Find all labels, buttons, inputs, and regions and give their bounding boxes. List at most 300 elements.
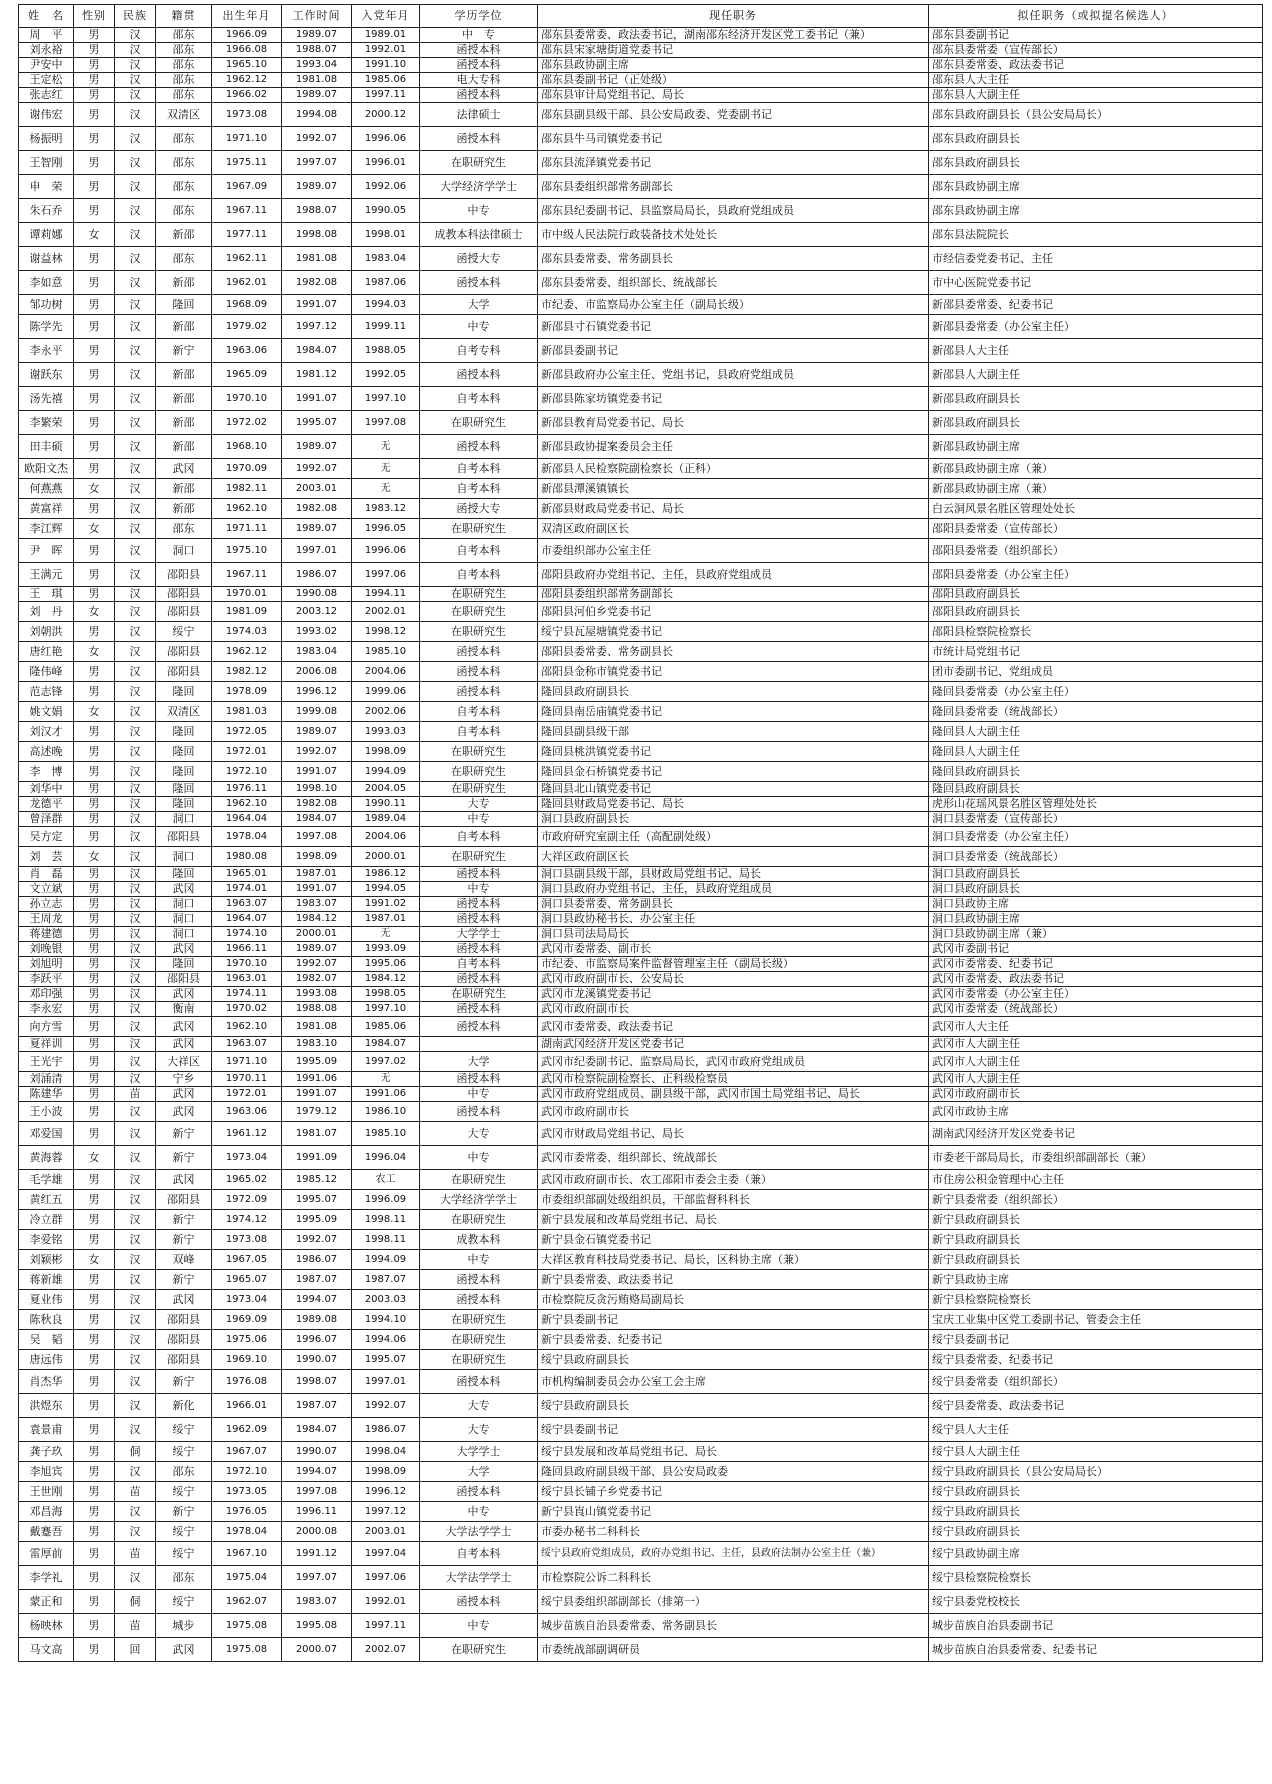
cell-education: 自考本科: [420, 1542, 538, 1566]
cell-gender: 男: [74, 1002, 115, 1017]
cell-proposed-post: 武冈市委常委、纪委书记: [929, 957, 1263, 972]
table-row: [19, 103, 1263, 127]
cell-birth-date: 1975.11: [212, 151, 282, 175]
cell-proposed-post: 隆回县委常委（统战部长）: [929, 702, 1263, 722]
cell-party-join: 1984.12: [352, 972, 420, 987]
cell-work-start: 1989.07: [282, 88, 352, 103]
cell-education: 函授本科: [420, 897, 538, 912]
cell-birth-date: 1967.09: [212, 175, 282, 199]
cell-party-join: 1997.02: [352, 1052, 420, 1072]
cell-name: 王小波: [19, 1102, 74, 1122]
cell-current-post: 新邵县委副书记: [538, 339, 929, 363]
cell-work-start: 1998.07: [282, 1370, 352, 1394]
cell-education: 函授大专: [420, 247, 538, 271]
cell-work-start: 1988.08: [282, 1002, 352, 1017]
cell-proposed-post: 邵东县法院院长: [929, 223, 1263, 247]
cell-ethnicity: 汉: [115, 927, 156, 942]
cell-party-join: 1994.06: [352, 1330, 420, 1350]
cell-ethnicity: 汉: [115, 1017, 156, 1037]
table-row: [19, 867, 1263, 882]
cell-current-post: 洞口县副县级干部，县财政局党组书记、局长: [538, 867, 929, 882]
table-row: [19, 43, 1263, 58]
cell-current-post: 隆回县金石桥镇党委书记: [538, 762, 929, 782]
cell-gender: 男: [74, 662, 115, 682]
cell-name: 田丰硕: [19, 435, 74, 459]
cell-proposed-post: 绥宁县检察院检察长: [929, 1566, 1263, 1590]
cell-work-start: 2003.01: [282, 479, 352, 499]
cell-native-place: 隆回: [156, 782, 212, 797]
cell-current-post: 大祥区教育科技局党委书记、局长，区科协主席（兼）: [538, 1250, 929, 1270]
cell-native-place: 武冈: [156, 1170, 212, 1190]
cell-current-post: 新宁县委常委、政法委书记: [538, 1270, 929, 1290]
cell-native-place: 邵阳县: [156, 642, 212, 662]
cell-name: 邓昌海: [19, 1502, 74, 1522]
cell-ethnicity: 苗: [115, 1087, 156, 1102]
cell-ethnicity: 汉: [115, 662, 156, 682]
cell-ethnicity: 汉: [115, 435, 156, 459]
cell-ethnicity: 汉: [115, 742, 156, 762]
col-header-native-place: 籍贯: [156, 5, 212, 28]
cell-proposed-post: 隆回县人大副主任: [929, 742, 1263, 762]
cell-native-place: 武冈: [156, 1638, 212, 1662]
cell-education: 在职研究生: [420, 411, 538, 435]
cell-current-post: 邵东县委副书记（正处级）: [538, 73, 929, 88]
cell-name: 李江辉: [19, 519, 74, 539]
cell-gender: 男: [74, 1394, 115, 1418]
cell-proposed-post: 武冈市委副书记: [929, 942, 1263, 957]
cell-work-start: 1989.07: [282, 175, 352, 199]
cell-ethnicity: 汉: [115, 411, 156, 435]
cell-name: 黄红五: [19, 1190, 74, 1210]
table-row: [19, 1310, 1263, 1330]
table-row: [19, 247, 1263, 271]
cell-native-place: 双清区: [156, 702, 212, 722]
cell-birth-date: 1963.01: [212, 972, 282, 987]
cell-party-join: 1997.04: [352, 1542, 420, 1566]
cell-birth-date: 1965.09: [212, 363, 282, 387]
table-row: [19, 1590, 1263, 1614]
cell-gender: 女: [74, 223, 115, 247]
cell-education: 函授本科: [420, 1270, 538, 1290]
cell-party-join: 1986.10: [352, 1102, 420, 1122]
personnel-table: [18, 4, 1263, 1662]
cell-work-start: 1992.07: [282, 742, 352, 762]
cell-ethnicity: 汉: [115, 1502, 156, 1522]
cell-work-start: 1991.07: [282, 882, 352, 897]
cell-education: 在职研究生: [420, 1330, 538, 1350]
cell-native-place: 洞口: [156, 847, 212, 867]
cell-birth-date: 1962.10: [212, 499, 282, 519]
cell-education: 中 专: [420, 28, 538, 43]
table-row: [19, 602, 1263, 622]
cell-gender: 男: [74, 1102, 115, 1122]
cell-ethnicity: 汉: [115, 1102, 156, 1122]
table-row: [19, 73, 1263, 88]
cell-education: 在职研究生: [420, 987, 538, 1002]
cell-work-start: 1995.08: [282, 1614, 352, 1638]
cell-gender: 男: [74, 151, 115, 175]
cell-native-place: 邵阳县: [156, 587, 212, 602]
cell-gender: 男: [74, 1482, 115, 1502]
cell-party-join: 1986.12: [352, 867, 420, 882]
cell-current-post: 隆回县副县级干部: [538, 722, 929, 742]
cell-ethnicity: 汉: [115, 1566, 156, 1590]
cell-party-join: 1991.06: [352, 1087, 420, 1102]
col-header-ethnicity: 民族: [115, 5, 156, 28]
cell-education: 函授本科: [420, 1017, 538, 1037]
cell-native-place: 邵阳县: [156, 1350, 212, 1370]
cell-native-place: 武冈: [156, 1290, 212, 1310]
table-row: [19, 642, 1263, 662]
cell-work-start: 1992.07: [282, 957, 352, 972]
table-row: [19, 742, 1263, 762]
cell-current-post: 邵东县政协副主席: [538, 58, 929, 73]
cell-native-place: 武冈: [156, 1087, 212, 1102]
cell-education: 自考本科: [420, 702, 538, 722]
cell-birth-date: 1964.04: [212, 812, 282, 827]
cell-birth-date: 1962.10: [212, 1017, 282, 1037]
cell-name: 姚文娟: [19, 702, 74, 722]
cell-work-start: 1991.07: [282, 1087, 352, 1102]
cell-native-place: 新邵: [156, 223, 212, 247]
cell-ethnicity: 汉: [115, 987, 156, 1002]
cell-birth-date: 1975.10: [212, 539, 282, 563]
cell-ethnicity: 汉: [115, 499, 156, 519]
table-row: [19, 1170, 1263, 1190]
cell-current-post: 湖南武冈经济开发区党委书记: [538, 1037, 929, 1052]
cell-work-start: 1983.04: [282, 642, 352, 662]
cell-education: 中专: [420, 1614, 538, 1638]
cell-gender: 男: [74, 1017, 115, 1037]
cell-party-join: 1988.05: [352, 339, 420, 363]
cell-name: 刘晚银: [19, 942, 74, 957]
cell-proposed-post: 武冈市人大副主任: [929, 1052, 1263, 1072]
cell-current-post: 武冈市委常委、副市长: [538, 942, 929, 957]
cell-ethnicity: 汉: [115, 295, 156, 315]
cell-name: 袁景甫: [19, 1418, 74, 1442]
cell-current-post: 市委组织部副处级组织员，干部监督科科长: [538, 1190, 929, 1210]
cell-gender: 男: [74, 1350, 115, 1370]
cell-work-start: 1993.02: [282, 622, 352, 642]
cell-education: 在职研究生: [420, 742, 538, 762]
cell-education: 在职研究生: [420, 1170, 538, 1190]
cell-education: 大学经济学学士: [420, 175, 538, 199]
cell-name: 刘颖彬: [19, 1250, 74, 1270]
cell-birth-date: 1974.03: [212, 622, 282, 642]
cell-native-place: 邵东: [156, 1566, 212, 1590]
cell-ethnicity: 苗: [115, 1482, 156, 1502]
cell-current-post: 邵东县宋家塘街道党委书记: [538, 43, 929, 58]
cell-current-post: 绥宁县瓦屋塘镇党委书记: [538, 622, 929, 642]
cell-party-join: 1996.12: [352, 1482, 420, 1502]
cell-current-post: 新宁县委常委、纪委书记: [538, 1330, 929, 1350]
cell-current-post: 武冈市纪委副书记、监察局局长，武冈市政府党组成员: [538, 1052, 929, 1072]
cell-native-place: 绥宁: [156, 1522, 212, 1542]
cell-education: 中专: [420, 1250, 538, 1270]
cell-birth-date: 1965.10: [212, 58, 282, 73]
cell-gender: 男: [74, 942, 115, 957]
cell-gender: 男: [74, 897, 115, 912]
cell-native-place: 邵阳县: [156, 1310, 212, 1330]
cell-education: 大学: [420, 295, 538, 315]
cell-native-place: 邵东: [156, 43, 212, 58]
cell-education: 在职研究生: [420, 1310, 538, 1330]
cell-proposed-post: 武冈市人大副主任: [929, 1037, 1263, 1052]
cell-work-start: 1988.07: [282, 43, 352, 58]
cell-current-post: 武冈市委常委、组织部长、统战部长: [538, 1146, 929, 1170]
cell-education: 在职研究生: [420, 1638, 538, 1662]
cell-education: 电大专科: [420, 73, 538, 88]
cell-current-post: 新邵县政府办公室主任、党组书记，县政府党组成员: [538, 363, 929, 387]
cell-current-post: 市委办秘书二科科长: [538, 1522, 929, 1542]
cell-gender: 男: [74, 1590, 115, 1614]
cell-party-join: 1997.06: [352, 1566, 420, 1590]
table-row: [19, 459, 1263, 479]
cell-party-join: 2002.07: [352, 1638, 420, 1662]
cell-work-start: 1997.12: [282, 315, 352, 339]
cell-gender: 男: [74, 1418, 115, 1442]
cell-name: 邹功树: [19, 295, 74, 315]
cell-name: 邓印强: [19, 987, 74, 1002]
table-row: [19, 987, 1263, 1002]
cell-party-join: 1991.10: [352, 58, 420, 73]
cell-education: 在职研究生: [420, 762, 538, 782]
cell-work-start: 2000.07: [282, 1638, 352, 1662]
cell-party-join: 1997.11: [352, 88, 420, 103]
cell-education: 函授本科: [420, 435, 538, 459]
table-row: [19, 1146, 1263, 1170]
cell-gender: 男: [74, 1502, 115, 1522]
cell-party-join: 1985.06: [352, 73, 420, 88]
cell-ethnicity: 汉: [115, 28, 156, 43]
cell-current-post: 邵东县委组织部常务副部长: [538, 175, 929, 199]
cell-gender: 男: [74, 1087, 115, 1102]
cell-work-start: 1982.08: [282, 271, 352, 295]
col-header-name: 姓 名: [19, 5, 74, 28]
table-row: [19, 847, 1263, 867]
cell-proposed-post: 绥宁县政府副县长: [929, 1522, 1263, 1542]
cell-education: 大学学士: [420, 927, 538, 942]
cell-name: 刘涌清: [19, 1072, 74, 1087]
table-row: [19, 88, 1263, 103]
cell-birth-date: 1967.07: [212, 1442, 282, 1462]
cell-party-join: 无: [352, 1072, 420, 1087]
table-row: [19, 1442, 1263, 1462]
table-row: [19, 1122, 1263, 1146]
cell-work-start: 1995.07: [282, 411, 352, 435]
cell-current-post: 邵东县委常委、组织部长、统战部长: [538, 271, 929, 295]
cell-native-place: 新宁: [156, 339, 212, 363]
table-row: [19, 1502, 1263, 1522]
cell-name: 刘朝洪: [19, 622, 74, 642]
cell-education: 中专: [420, 1146, 538, 1170]
cell-ethnicity: 汉: [115, 957, 156, 972]
cell-birth-date: 1976.08: [212, 1370, 282, 1394]
cell-birth-date: 1970.10: [212, 957, 282, 972]
cell-native-place: 邵东: [156, 1462, 212, 1482]
cell-gender: 男: [74, 742, 115, 762]
cell-proposed-post: 邵东县委常委（宣传部长）: [929, 43, 1263, 58]
table-row: [19, 28, 1263, 43]
cell-proposed-post: 新宁县政府副县长: [929, 1210, 1263, 1230]
cell-current-post: 洞口县委常委、常务副县长: [538, 897, 929, 912]
cell-current-post: 新宁县崀山镇党委书记: [538, 1502, 929, 1522]
cell-ethnicity: 汉: [115, 762, 156, 782]
cell-name: 高述晚: [19, 742, 74, 762]
cell-current-post: 隆回县政府副县长: [538, 682, 929, 702]
cell-native-place: 洞口: [156, 897, 212, 912]
cell-gender: 男: [74, 247, 115, 271]
cell-gender: 女: [74, 847, 115, 867]
cell-birth-date: 1968.09: [212, 295, 282, 315]
cell-birth-date: 1962.01: [212, 271, 282, 295]
cell-birth-date: 1974.12: [212, 1210, 282, 1230]
cell-birth-date: 1979.02: [212, 315, 282, 339]
cell-gender: 男: [74, 1052, 115, 1072]
personnel-table-sheet: [18, 4, 1262, 1662]
cell-proposed-post: 新邵县政协副主席（兼）: [929, 459, 1263, 479]
cell-gender: 男: [74, 363, 115, 387]
cell-birth-date: 1974.01: [212, 882, 282, 897]
cell-work-start: 1985.12: [282, 1170, 352, 1190]
cell-birth-date: 1975.08: [212, 1638, 282, 1662]
cell-current-post: 洞口县政府副县长: [538, 812, 929, 827]
cell-birth-date: 1968.10: [212, 435, 282, 459]
cell-birth-date: 1970.01: [212, 587, 282, 602]
cell-birth-date: 1975.06: [212, 1330, 282, 1350]
cell-ethnicity: 汉: [115, 1072, 156, 1087]
cell-gender: 男: [74, 1614, 115, 1638]
cell-native-place: 邵阳县: [156, 602, 212, 622]
cell-birth-date: 1965.07: [212, 1270, 282, 1290]
cell-ethnicity: 汉: [115, 73, 156, 88]
cell-proposed-post: 虎形山花瑶风景名胜区管理处处长: [929, 797, 1263, 812]
cell-education: 大学学士: [420, 1442, 538, 1462]
cell-party-join: 2002.06: [352, 702, 420, 722]
cell-name: 李永平: [19, 339, 74, 363]
cell-birth-date: 1973.04: [212, 1290, 282, 1310]
cell-education: 在职研究生: [420, 847, 538, 867]
cell-work-start: 1991.09: [282, 1146, 352, 1170]
cell-native-place: 衡南: [156, 1002, 212, 1017]
cell-education: 自考本科: [420, 539, 538, 563]
cell-birth-date: 1973.04: [212, 1146, 282, 1170]
cell-proposed-post: 新邵县政协副主席: [929, 435, 1263, 459]
cell-education: 函授大专: [420, 499, 538, 519]
table-row: [19, 1330, 1263, 1350]
table-row: [19, 897, 1263, 912]
cell-gender: 男: [74, 88, 115, 103]
cell-current-post: 邵东县委常委、政法委书记，湖南邵东经济开发区党工委书记（兼）: [538, 28, 929, 43]
cell-gender: 男: [74, 1210, 115, 1230]
cell-party-join: 1990.11: [352, 797, 420, 812]
cell-education: 成教本科法律硕士: [420, 223, 538, 247]
cell-gender: 男: [74, 271, 115, 295]
cell-proposed-post: 邵阳县委常委（办公室主任）: [929, 563, 1263, 587]
cell-work-start: 1989.07: [282, 942, 352, 957]
table-row: [19, 1190, 1263, 1210]
cell-work-start: 1991.07: [282, 762, 352, 782]
cell-name: 黄富祥: [19, 499, 74, 519]
cell-work-start: 1996.12: [282, 682, 352, 702]
cell-birth-date: 1970.09: [212, 459, 282, 479]
cell-proposed-post: 市经信委党委书记、主任: [929, 247, 1263, 271]
cell-name: 谢跃东: [19, 363, 74, 387]
cell-education: 函授本科: [420, 682, 538, 702]
cell-proposed-post: 团市委副书记、党组成员: [929, 662, 1263, 682]
cell-education: 自考本科: [420, 459, 538, 479]
cell-gender: 男: [74, 1522, 115, 1542]
cell-party-join: 2003.01: [352, 1522, 420, 1542]
cell-gender: 男: [74, 387, 115, 411]
col-header-party-join: 入党年月: [352, 5, 420, 28]
cell-birth-date: 1966.08: [212, 43, 282, 58]
cell-native-place: 绥宁: [156, 1590, 212, 1614]
cell-gender: 男: [74, 622, 115, 642]
cell-ethnicity: 汉: [115, 223, 156, 247]
cell-proposed-post: 隆回县人大副主任: [929, 722, 1263, 742]
cell-ethnicity: 汉: [115, 912, 156, 927]
table-row: [19, 1350, 1263, 1370]
cell-current-post: 新邵县陈家坊镇党委书记: [538, 387, 929, 411]
cell-education: 函授本科: [420, 1482, 538, 1502]
cell-work-start: 1989.07: [282, 28, 352, 43]
cell-work-start: 1981.12: [282, 363, 352, 387]
cell-name: 李学礼: [19, 1566, 74, 1590]
cell-work-start: 1997.01: [282, 539, 352, 563]
cell-ethnicity: 汉: [115, 58, 156, 73]
cell-party-join: 1987.06: [352, 271, 420, 295]
cell-ethnicity: 汉: [115, 151, 156, 175]
cell-education: 函授本科: [420, 43, 538, 58]
cell-work-start: 1989.07: [282, 722, 352, 742]
cell-gender: 男: [74, 199, 115, 223]
cell-native-place: 邵东: [156, 28, 212, 43]
cell-work-start: 1997.08: [282, 1482, 352, 1502]
cell-ethnicity: 侗: [115, 1442, 156, 1462]
cell-gender: 男: [74, 315, 115, 339]
table-row: [19, 295, 1263, 315]
cell-name: 王定松: [19, 73, 74, 88]
table-row: [19, 1290, 1263, 1310]
cell-work-start: 1998.10: [282, 782, 352, 797]
cell-proposed-post: 邵东县人大副主任: [929, 88, 1263, 103]
cell-native-place: 隆回: [156, 742, 212, 762]
cell-gender: 男: [74, 1290, 115, 1310]
cell-education: 大学: [420, 1052, 538, 1072]
cell-current-post: 绥宁县委组织部副部长（排第一）: [538, 1590, 929, 1614]
cell-ethnicity: 汉: [115, 315, 156, 339]
cell-work-start: 1989.07: [282, 519, 352, 539]
cell-birth-date: 1962.10: [212, 797, 282, 812]
cell-proposed-post: 绥宁县委常委（组织部长）: [929, 1370, 1263, 1394]
cell-birth-date: 1973.08: [212, 1230, 282, 1250]
cell-gender: 男: [74, 58, 115, 73]
cell-ethnicity: 汉: [115, 479, 156, 499]
cell-birth-date: 1970.10: [212, 387, 282, 411]
table-row: [19, 942, 1263, 957]
table-row: [19, 479, 1263, 499]
cell-birth-date: 1970.11: [212, 1072, 282, 1087]
cell-work-start: 1986.07: [282, 563, 352, 587]
cell-education: 大学法学学士: [420, 1522, 538, 1542]
cell-education: 自考本科: [420, 387, 538, 411]
cell-party-join: 2000.12: [352, 103, 420, 127]
cell-ethnicity: 汉: [115, 199, 156, 223]
cell-proposed-post: 市统计局党组书记: [929, 642, 1263, 662]
cell-birth-date: 1972.01: [212, 1087, 282, 1102]
cell-ethnicity: 汉: [115, 1522, 156, 1542]
